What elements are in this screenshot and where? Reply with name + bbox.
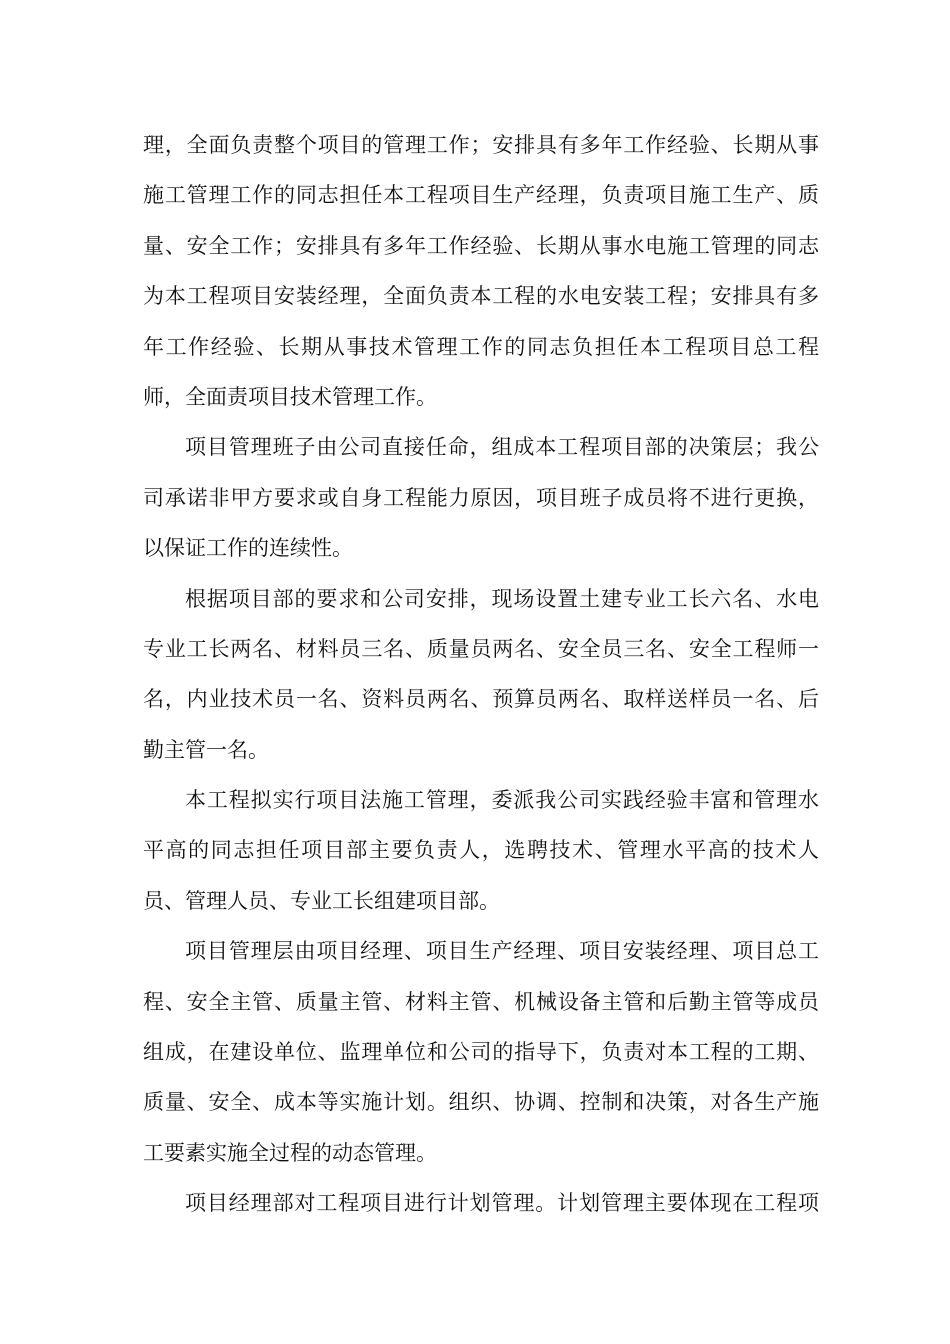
paragraph-1 [143,120,819,422]
text-line: 理，全面负责整个项目的管理工作；安排具有多年工作经验、长期从事 [143,133,819,157]
text-line: 名，内业技术员一名、资料员两名、预算员两名、取样送样员一名、后 [143,687,819,712]
paragraph-2 [143,422,819,573]
text-line: 师，全面责项目技术管理工作。 [143,384,437,409]
text-line: 项目管理层由项目经理、项目生产经理、项目安装经理、项目总工 [185,939,819,964]
text-line: 勤主管一名。 [143,737,269,762]
text-line: 组成，在建设单位、监理单位和公司的指导下，负责对本工程的工期、 [143,1040,819,1065]
paragraph-5 [143,926,819,1178]
text-line: 工要素实施全过程的动态管理。 [143,1140,437,1165]
document-page [143,120,819,1229]
text-line: 员、管理人员、专业工长组建项目部。 [143,888,500,913]
text-line: 项目经理部对工程项目进行计划管理。计划管理主要体现在工程项 [185,1191,819,1216]
text-line: 程、安全主管、质量主管、材料主管、机械设备主管和后勤主管等成员 [143,989,819,1014]
text-line: 质量、安全、成本等实施计划。组织、协调、控制和决策，对各生产施 [143,1090,819,1115]
text-line: 量、安全工作；安排具有多年工作经验、长期从事水电施工管理的同志 [143,233,819,258]
text-line: 平高的同志担任项目部主要负责人，选聘技术、管理水平高的技术人 [143,838,819,863]
text-line: 本工程拟实行项目法施工管理，委派我公司实践经验丰富和管理水 [185,788,819,813]
text-line: 司承诺非甲方要求或自身工程能力原因，项目班子成员将不进行更换， [143,485,819,510]
text-line: 年工作经验、长期从事技术管理工作的同志负担任本工程项目总工程 [143,334,819,359]
paragraph-6 [143,1178,819,1228]
text-line: 项目管理班子由公司直接任命，组成本工程项目部的决策层；我公 [185,435,819,460]
paragraph-3 [143,574,819,776]
text-line: 为本工程项目安装经理，全面负责本工程的水电安装工程；安排具有多 [143,284,819,309]
text-line: 施工管理工作的同志担任本工程项目生产经理，负责项目施工生产、质 [143,183,819,208]
text-line: 以保证工作的连续性。 [143,536,353,561]
text-line: 根据项目部的要求和公司安排，现场设置土建专业工长六名、水电 [185,586,819,611]
paragraph-4 [143,775,819,926]
text-line: 专业工长两名、材料员三名、质量员两名、安全员三名、安全工程师一 [143,636,819,661]
